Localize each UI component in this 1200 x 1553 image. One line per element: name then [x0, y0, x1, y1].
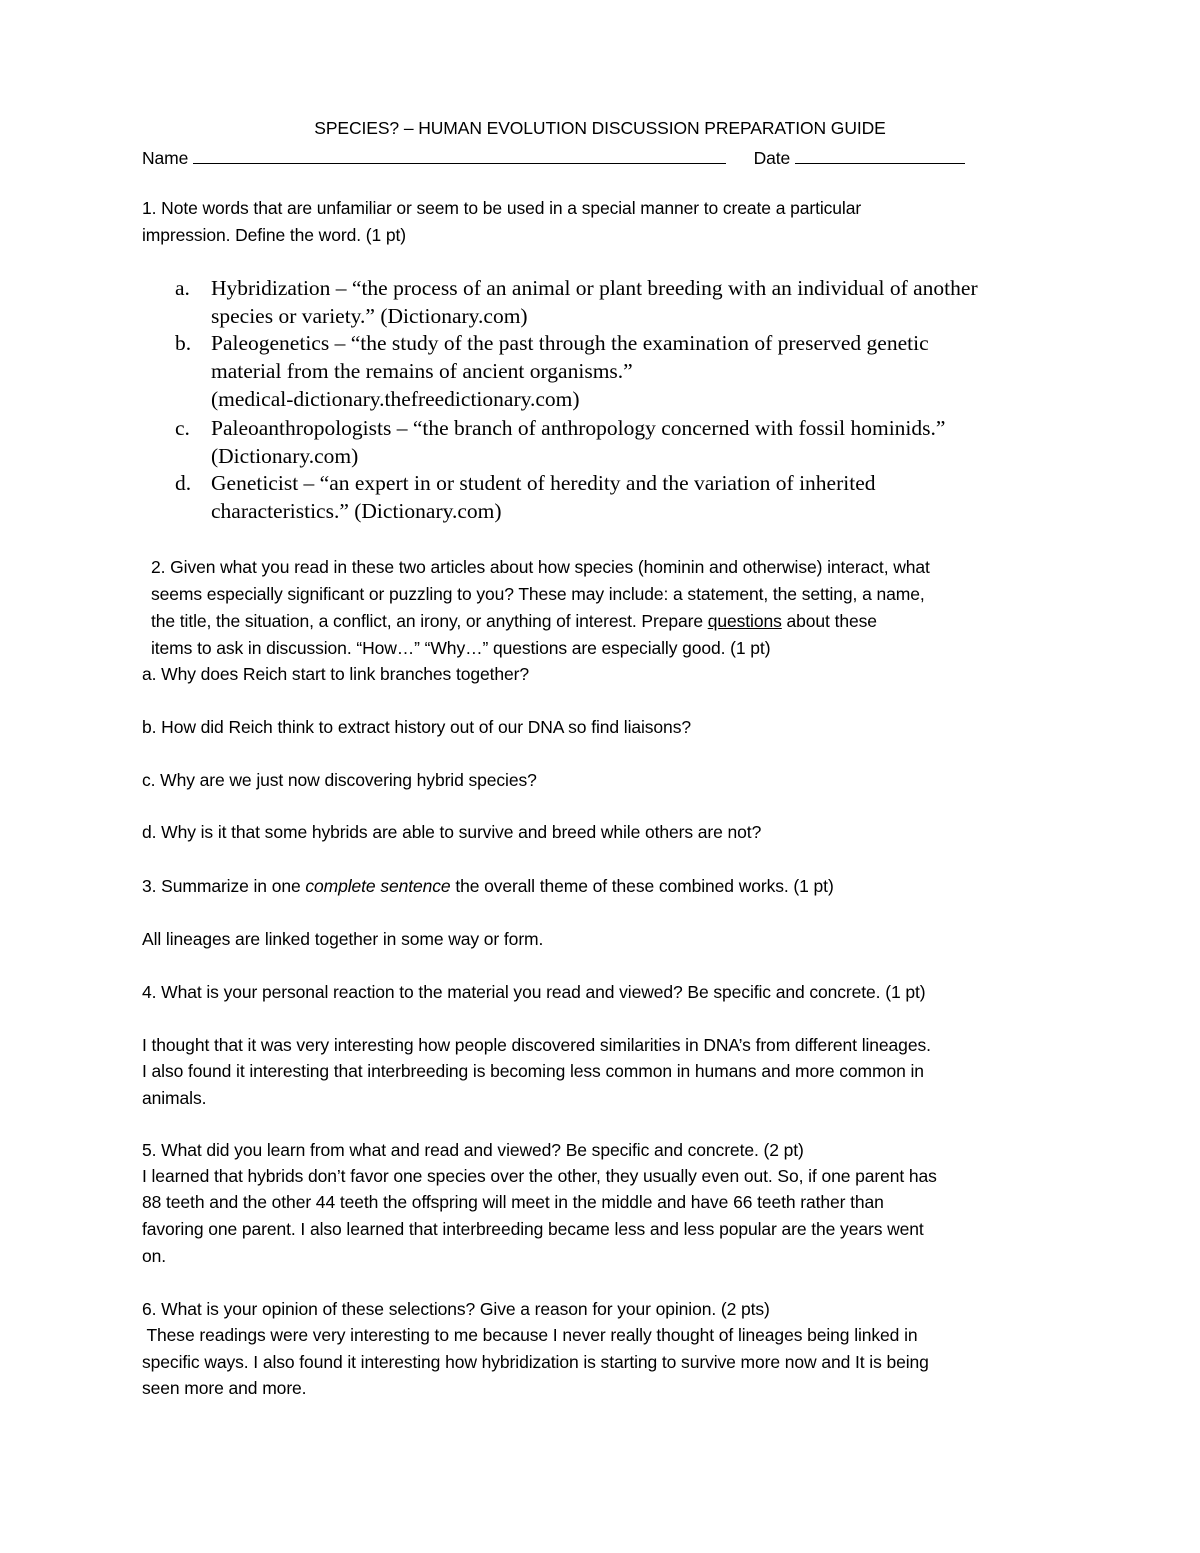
q2-answer-d: d. Why is it that some hybrids are able to survive and breed while others are not? [142, 822, 762, 842]
q5-answer-line-3: favoring one parent. I also learned that interbreeding became less and less popular are the years went [142, 1219, 924, 1239]
q1-item-c-line-2: (Dictionary.com) [211, 444, 359, 468]
q2-questions-underlined: questions [707, 611, 782, 631]
q1-text-line-1: 1. Note words that are unfamiliar or seem to be used in a special manner to create a particular [142, 198, 862, 218]
q1-item-a-line-1: Hybridization – “the process of an animal or plant breeding with an individual of another [211, 276, 978, 300]
q3-question [142, 876, 834, 897]
q4-answer-line-3: animals. [142, 1088, 207, 1108]
name-label: Name [142, 148, 189, 168]
q3-post: the overall theme of these combined works. (1 pt) [455, 876, 834, 896]
q3-pre: 3. Summarize in one [142, 876, 301, 896]
q2-answer-b: b. How did Reich think to extract history out of our DNA so find liaisons? [142, 717, 691, 737]
q1-text-line-2: impression. Define the word. (1 pt) [142, 225, 406, 245]
date-label: Date [753, 148, 791, 168]
q5-answer-line-1: I learned that hybrids don’t favor one species over the other, they usually even out. So, if one parent has [142, 1166, 937, 1186]
q4-answer-line-2: I also found it interesting that interbreeding is becoming less common in humans and more common in [142, 1061, 924, 1081]
q2-text-line-4: items to ask in discussion. “How…” “Why…” questions are especially good. (1 pt) [151, 638, 771, 658]
q6-answer-line-1: These readings were very interesting to me because I never really thought of lineages being linked in [142, 1325, 918, 1345]
q3-answer: All lineages are linked together in some way or form. [142, 929, 544, 949]
page-title: SPECIES? – HUMAN EVOLUTION DISCUSSION PREPARATION GUIDE [314, 118, 886, 138]
q6-answer-line-2: specific ways. I also found it interesting how hybridization is starting to survive more now and It is being [142, 1352, 929, 1372]
q4-answer-line-1: I thought that it was very interesting how people discovered similarities in DNA’s from different lineages. [142, 1035, 931, 1055]
q2-line-3-start: the title, the situation, a conflict, an irony, or anything of interest. Prepare [151, 611, 703, 631]
q2-answer-c: c. Why are we just now discovering hybrid species? [142, 770, 537, 790]
q2-answer-a: a. Why does Reich start to link branches together? [142, 664, 530, 684]
date-field[interactable] [795, 145, 965, 164]
q1-item-d-line-2: characteristics.” (Dictionary.com) [211, 499, 502, 523]
q6-question: 6. What is your opinion of these selections? Give a reason for your opinion. (2 pts) [142, 1299, 770, 1319]
q5-question: 5. What did you learn from what and read and viewed? Be specific and concrete. (2 pt) [142, 1140, 804, 1160]
q1-item-a-line-2: species or variety.” (Dictionary.com) [211, 304, 528, 328]
q1-item-b-line-3: (medical-dictionary.thefreedictionary.com) [211, 387, 580, 411]
name-field[interactable] [193, 145, 726, 164]
q1-item-a-letter: a. [175, 276, 190, 300]
q2-text-line-1: 2. Given what you read in these two articles about how species (hominin and otherwise) interact, what [151, 557, 930, 577]
q5-answer-line-2: 88 teeth and the other 44 teeth the offspring will meet in the middle and have 66 teeth rather than [142, 1192, 884, 1212]
q1-item-c-line-1: Paleoanthropologists – “the branch of anthropology concerned with fossil hominids.” [211, 416, 946, 440]
q6-answer-line-3: seen more and more. [142, 1378, 307, 1398]
q1-item-b-line-1: Paleogenetics – “the study of the past through the examination of preserved genetic [211, 331, 929, 355]
q2-text-line-2: seems especially significant or puzzling to you? These may include: a statement, the setting, a name, [151, 584, 925, 604]
name-date-row [142, 145, 965, 169]
q1-item-d-line-1: Geneticist – “an expert in or student of heredity and the variation of inherited [211, 471, 876, 495]
q1-item-b-letter: b. [175, 331, 192, 355]
q1-item-c-letter: c. [175, 416, 190, 440]
q1-item-d-letter: d. [175, 471, 192, 495]
q2-line-3-end: about these [786, 611, 877, 631]
q1-item-b-line-2: material from the remains of ancient organisms.” [211, 359, 633, 383]
q5-answer-line-4: on. [142, 1246, 167, 1266]
q2-text-line-3 [151, 611, 877, 632]
q4-question: 4. What is your personal reaction to the material you read and viewed? Be specific and concrete. (1 pt) [142, 982, 926, 1002]
q3-italic: complete sentence [305, 876, 451, 896]
